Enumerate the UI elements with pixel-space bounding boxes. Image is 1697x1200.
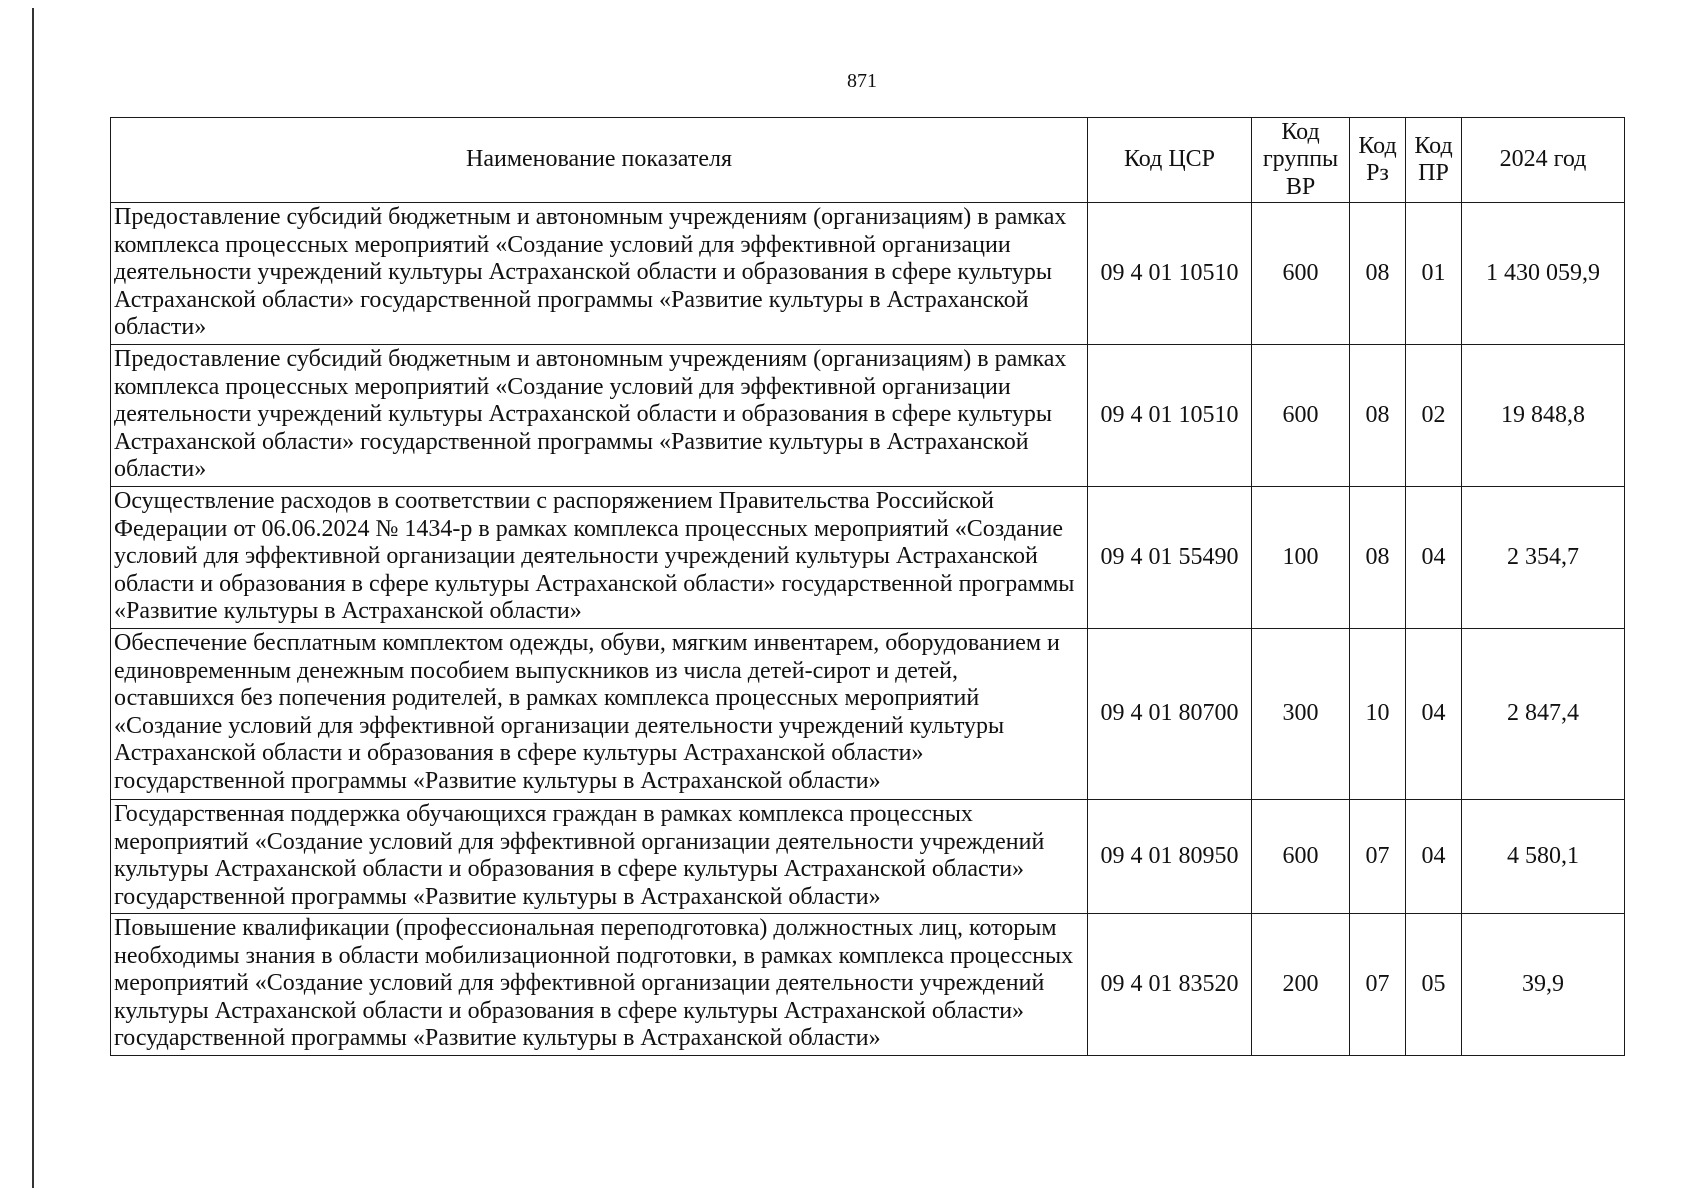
row-amount: 19 848,8	[1462, 345, 1625, 487]
budget-table	[110, 117, 1625, 1056]
row-csr: 09 4 01 83520	[1088, 914, 1252, 1056]
row-vr: 200	[1252, 914, 1350, 1056]
row-name: Государственная поддержка обучающихся граждан в рамках комплекса процессных мероприятий «Создание условий для эффективной организации деятельности учреждений культуры Астраханской области и образования в сфере культуры Астраханской области» государственной программы «Развитие культуры в Астраханской области»	[111, 800, 1088, 914]
row-name: Предоставление субсидий бюджетным и автономным учреждениям (организациям) в рамках комплекса процессных мероприятий «Создание условий для эффективной организации деятельности учреждений культуры Астраханской области и образования в сфере культуры Астраханской области» государственной программы «Развитие культуры в Астраханской области»	[111, 345, 1088, 487]
row-csr: 09 4 01 10510	[1088, 203, 1252, 345]
header-year: 2024 год	[1462, 118, 1625, 203]
row-name: Повышение квалификации (профессиональная переподготовка) должностных лиц, которым необходимы знания в области мобилизационной подготовки, в рамках комплекса процессных мероприятий «Создание условий для эффективной организации деятельности учреждений культуры Астраханской области и образования в сфере культуры Астраханской области» государственной программы «Развитие культуры в Астраханской области»	[111, 914, 1088, 1056]
page-number: 871	[847, 70, 877, 92]
table-row	[111, 629, 1625, 800]
table-row	[111, 487, 1625, 629]
row-pr: 04	[1406, 487, 1462, 629]
row-rz: 07	[1350, 800, 1406, 914]
row-vr: 600	[1252, 203, 1350, 345]
row-csr: 09 4 01 55490	[1088, 487, 1252, 629]
table-row	[111, 914, 1625, 1056]
header-csr: Код ЦСР	[1088, 118, 1252, 203]
row-pr: 01	[1406, 203, 1462, 345]
table-row	[111, 345, 1625, 487]
row-pr: 05	[1406, 914, 1462, 1056]
header-vr: Код группы ВР	[1252, 118, 1350, 203]
scan-edge-line	[32, 8, 34, 1188]
row-vr: 100	[1252, 487, 1350, 629]
row-csr: 09 4 01 80700	[1088, 629, 1252, 800]
row-rz: 08	[1350, 487, 1406, 629]
row-amount: 1 430 059,9	[1462, 203, 1625, 345]
row-amount: 2 354,7	[1462, 487, 1625, 629]
row-pr: 04	[1406, 800, 1462, 914]
row-amount: 4 580,1	[1462, 800, 1625, 914]
row-rz: 08	[1350, 345, 1406, 487]
header-rz: Код Рз	[1350, 118, 1406, 203]
row-rz: 07	[1350, 914, 1406, 1056]
row-pr: 04	[1406, 629, 1462, 800]
row-csr: 09 4 01 10510	[1088, 345, 1252, 487]
row-vr: 600	[1252, 800, 1350, 914]
table-row	[111, 203, 1625, 345]
row-amount: 39,9	[1462, 914, 1625, 1056]
row-name: Обеспечение бесплатным комплектом одежды, обуви, мягким инвентарем, оборудованием и единовременным денежным пособием выпускников из числа детей-сирот и детей, оставшихся без попечения родителей, в рамках комплекса процессных мероприятий «Создание условий для эффективной организации деятельности учреждений культуры Астраханской области и образования в сфере культуры Астраханской области» государственной программы «Развитие культуры в Астраханской области»	[111, 629, 1088, 800]
table-header-row	[111, 118, 1625, 203]
row-name: Осуществление расходов в соответствии с распоряжением Правительства Российской Федерации от 06.06.2024 № 1434-р в рамках комплекса процессных мероприятий «Создание условий для эффективной организации деятельности учреждений культуры Астраханской области и образования в сфере культуры Астраханской области» государственной программы «Развитие культуры в Астраханской области»	[111, 487, 1088, 629]
row-rz: 10	[1350, 629, 1406, 800]
row-vr: 300	[1252, 629, 1350, 800]
row-amount: 2 847,4	[1462, 629, 1625, 800]
row-name: Предоставление субсидий бюджетным и автономным учреждениям (организациям) в рамках комплекса процессных мероприятий «Создание условий для эффективной организации деятельности учреждений культуры Астраханской области и образования в сфере культуры Астраханской области» государственной программы «Развитие культуры в Астраханской области»	[111, 203, 1088, 345]
row-rz: 08	[1350, 203, 1406, 345]
header-name: Наименование показателя	[111, 118, 1088, 203]
header-pr: Код ПР	[1406, 118, 1462, 203]
row-csr: 09 4 01 80950	[1088, 800, 1252, 914]
table-row	[111, 800, 1625, 914]
row-vr: 600	[1252, 345, 1350, 487]
row-pr: 02	[1406, 345, 1462, 487]
